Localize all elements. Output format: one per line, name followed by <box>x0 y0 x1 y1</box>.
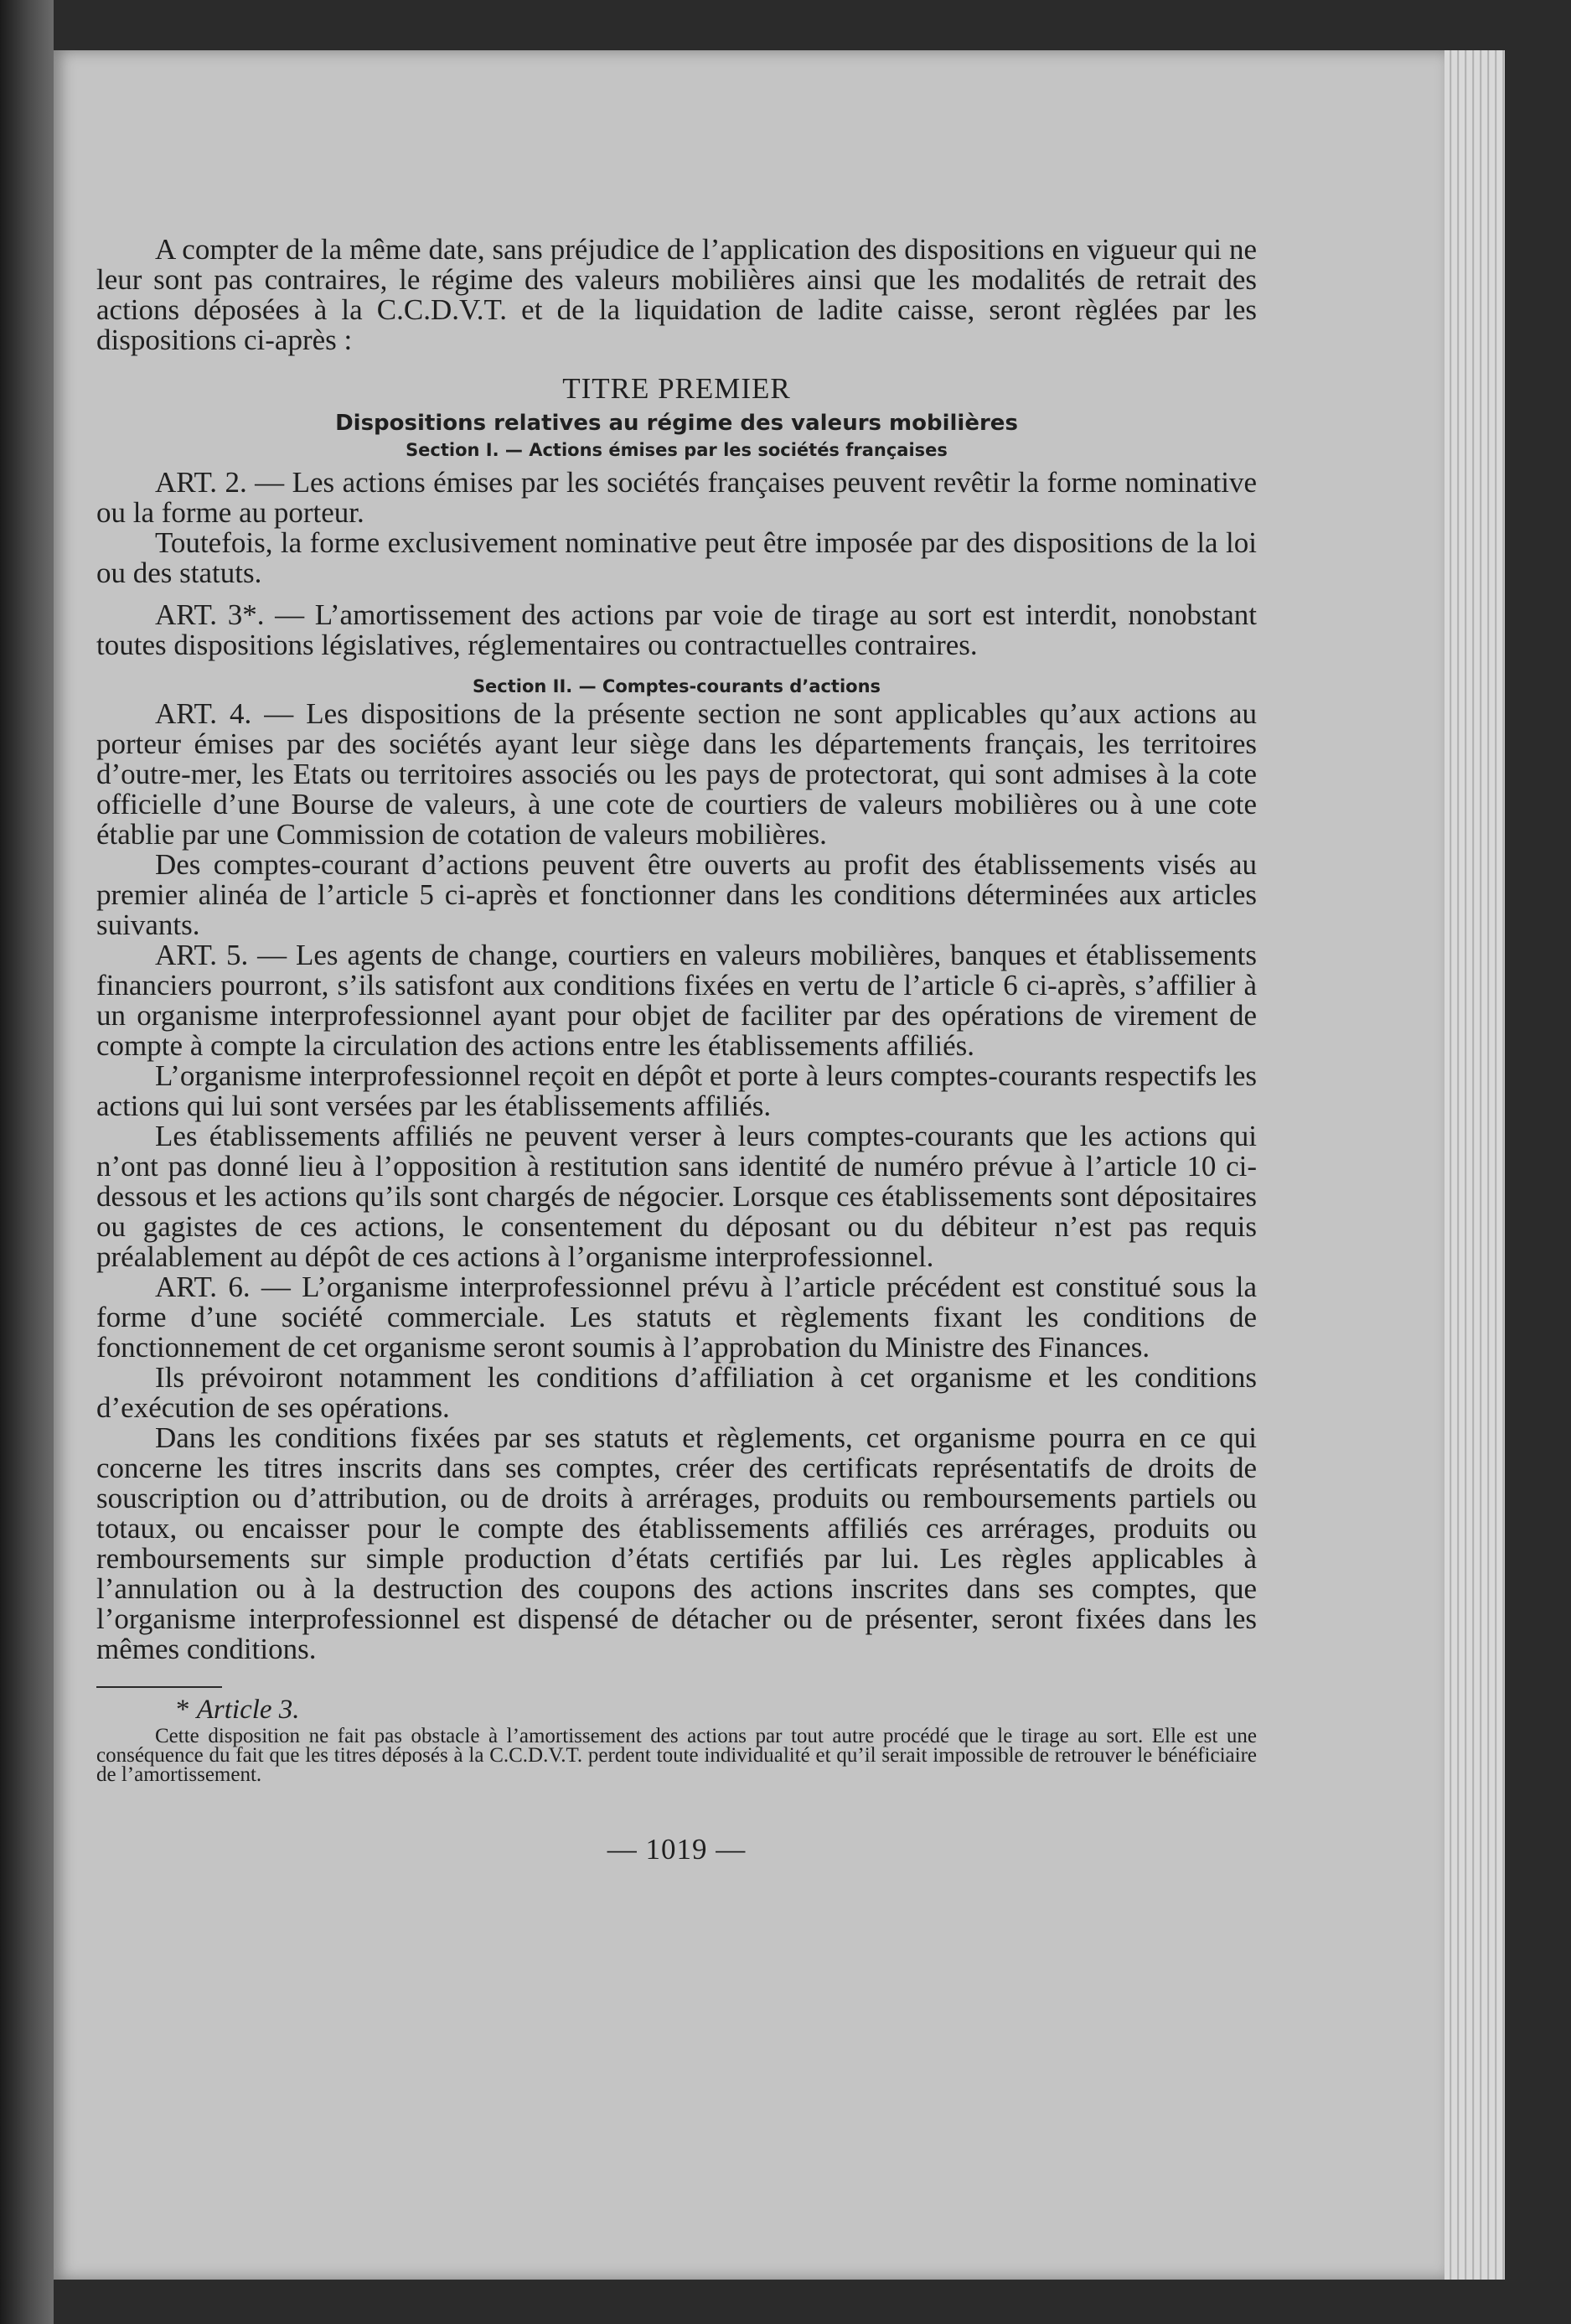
section-2-heading: Section II. — Comptes-courants d’actions <box>472 676 881 696</box>
footnote-title <box>96 1693 1257 1726</box>
section-1-heading: Section I. — Actions émises par les sociétés françaises <box>406 440 948 460</box>
article-5-paragraph-3: Les établissements affiliés ne peuvent verser à leurs comptes-courants que les actions qui n’ont pas donné lieu à l’opposition à restitution sans identité de numéro prévue à l’article 10 ci-dessous et les actions qu’ils sont chargés de négocier. Lorsque ces établissements sont dépositaires ou gagistes de ces actions, le consentement du déposant ou du débiteur n’est pas requis préalablement au dépôt de ces actions à l’organisme interprofessionnel. <box>96 1120 1257 1273</box>
article-4-paragraph: ART. 4. — Les dispositions de la présente section ne sont applicables qu’aux actions au porteur émises par des sociétés ayant leur siège dans les départements français, les territoires d’outre-mer, les Etats ou territoires associés ou les pays de protectorat, qui sont admises à la cote officielle d’une Bourse de valeurs, à une cote de courtiers de valeurs mobilières ou à une cote établie par une Commission de cotation de valeurs mobilières. <box>96 697 1257 851</box>
article-6-paragraph-3: Dans les conditions fixées par ses statuts et règlements, cet organisme pourra en ce qui concerne les titres inscrits dans ses comptes, créer des certificats représentatifs de droits de souscription ou d’attribution, ou de droits à arrérages, produits ou remboursements partiels ou totaux, ou encaisser pour le compte des établissements affiliés ces arrérages, produits ou remboursements sur simple production d’états certifiés par lui. Les règles applicables à l’annulation ou à la destruction des coupons des actions inscrites dans ses comptes, que l’organisme interprofessionnel est dispensé de détacher ou de présenter, seront fixées dans les mêmes conditions. <box>96 1421 1257 1665</box>
article-2-paragraph: ART. 2. — Les actions émises par les sociétés françaises peuvent revêtir la forme nominative ou la forme au porteur. <box>96 466 1257 529</box>
footnote-divider <box>96 1686 222 1688</box>
article-4-paragraph-2: Des comptes-courant d’actions peuvent être ouverts au profit des établissements visés au premier alinéa de l’article 5 ci-après et fonctionner dans les conditions déterminées aux articles suivants. <box>96 848 1257 941</box>
article-5-paragraph: ART. 5. — Les agents de change, courtiers en valeurs mobilières, banques et établissements financiers pourront, s’ils satisfont aux conditions fixées en vertu de l’article 6 ci-après, s’affilier à un organisme interprofessionnel ayant pour objet de faciliter par des opérations de virement de compte à compte la circulation des actions entre les établissements affiliés. <box>96 939 1257 1062</box>
title-heading: TITRE PREMIER <box>562 372 791 405</box>
article-5-paragraph-2: L’organisme interprofessionnel reçoit en dépôt et porte à leurs comptes-courants respectifs les actions qui lui sont versées par les établissements affiliés. <box>96 1059 1257 1122</box>
book-gutter <box>0 0 54 2324</box>
page-text <box>96 235 1257 1866</box>
intro-paragraph: A compter de la même date, sans préjudice de l’application des dispositions en vigueur qui ne leur sont pas contraires, le régime des valeurs mobilières ainsi que les modalités de retrait des actions déposées à la C.C.D.V.T. et de la liquidation de ladite caisse, seront règlées par les dispositions ci-après : <box>96 233 1257 356</box>
dispositions-heading: Dispositions relatives au régime des valeurs mobilières <box>335 411 1018 436</box>
article-6-paragraph-2: Ils prévoiront notamment les conditions d’affiliation à cet organisme et les conditions d’exécution de ses opérations. <box>96 1361 1257 1424</box>
article-3-paragraph: ART. 3*. — L’amortissement des actions par voie de tirage au sort est interdit, nonobstant toutes dispositions législatives, réglementaires ou contractuelles contraires. <box>96 598 1257 661</box>
footnote-text: Cette disposition ne fait pas obstacle à l’amortissement des actions par tout autre procédé que le tirage au sort. Elle est une conséquence du fait que les titres déposés à la C.C.D.V.T. perdent toute individualité et qu’il serait impossible de retrouver le bénéficiaire de l’amortissement. <box>96 1725 1257 1786</box>
article-2-paragraph-2: Toutefois, la forme exclusivement nominative peut être imposée par des dispositions de la loi ou des statuts. <box>96 526 1257 589</box>
footnote-marker: * <box>176 1695 197 1725</box>
page-edges <box>1444 50 1505 2280</box>
footnote-title-text: Article 3. <box>196 1695 300 1725</box>
page-number: — 1019 — <box>607 1833 747 1866</box>
article-6-paragraph: ART. 6. — L’organisme interprofessionnel prévu à l’article précédent est constitué sous la forme d’une société commerciale. Les statuts et règlements fixant les conditions de fonctionnement de cet organisme seront soumis à l’approbation du Ministre des Finances. <box>96 1271 1257 1364</box>
